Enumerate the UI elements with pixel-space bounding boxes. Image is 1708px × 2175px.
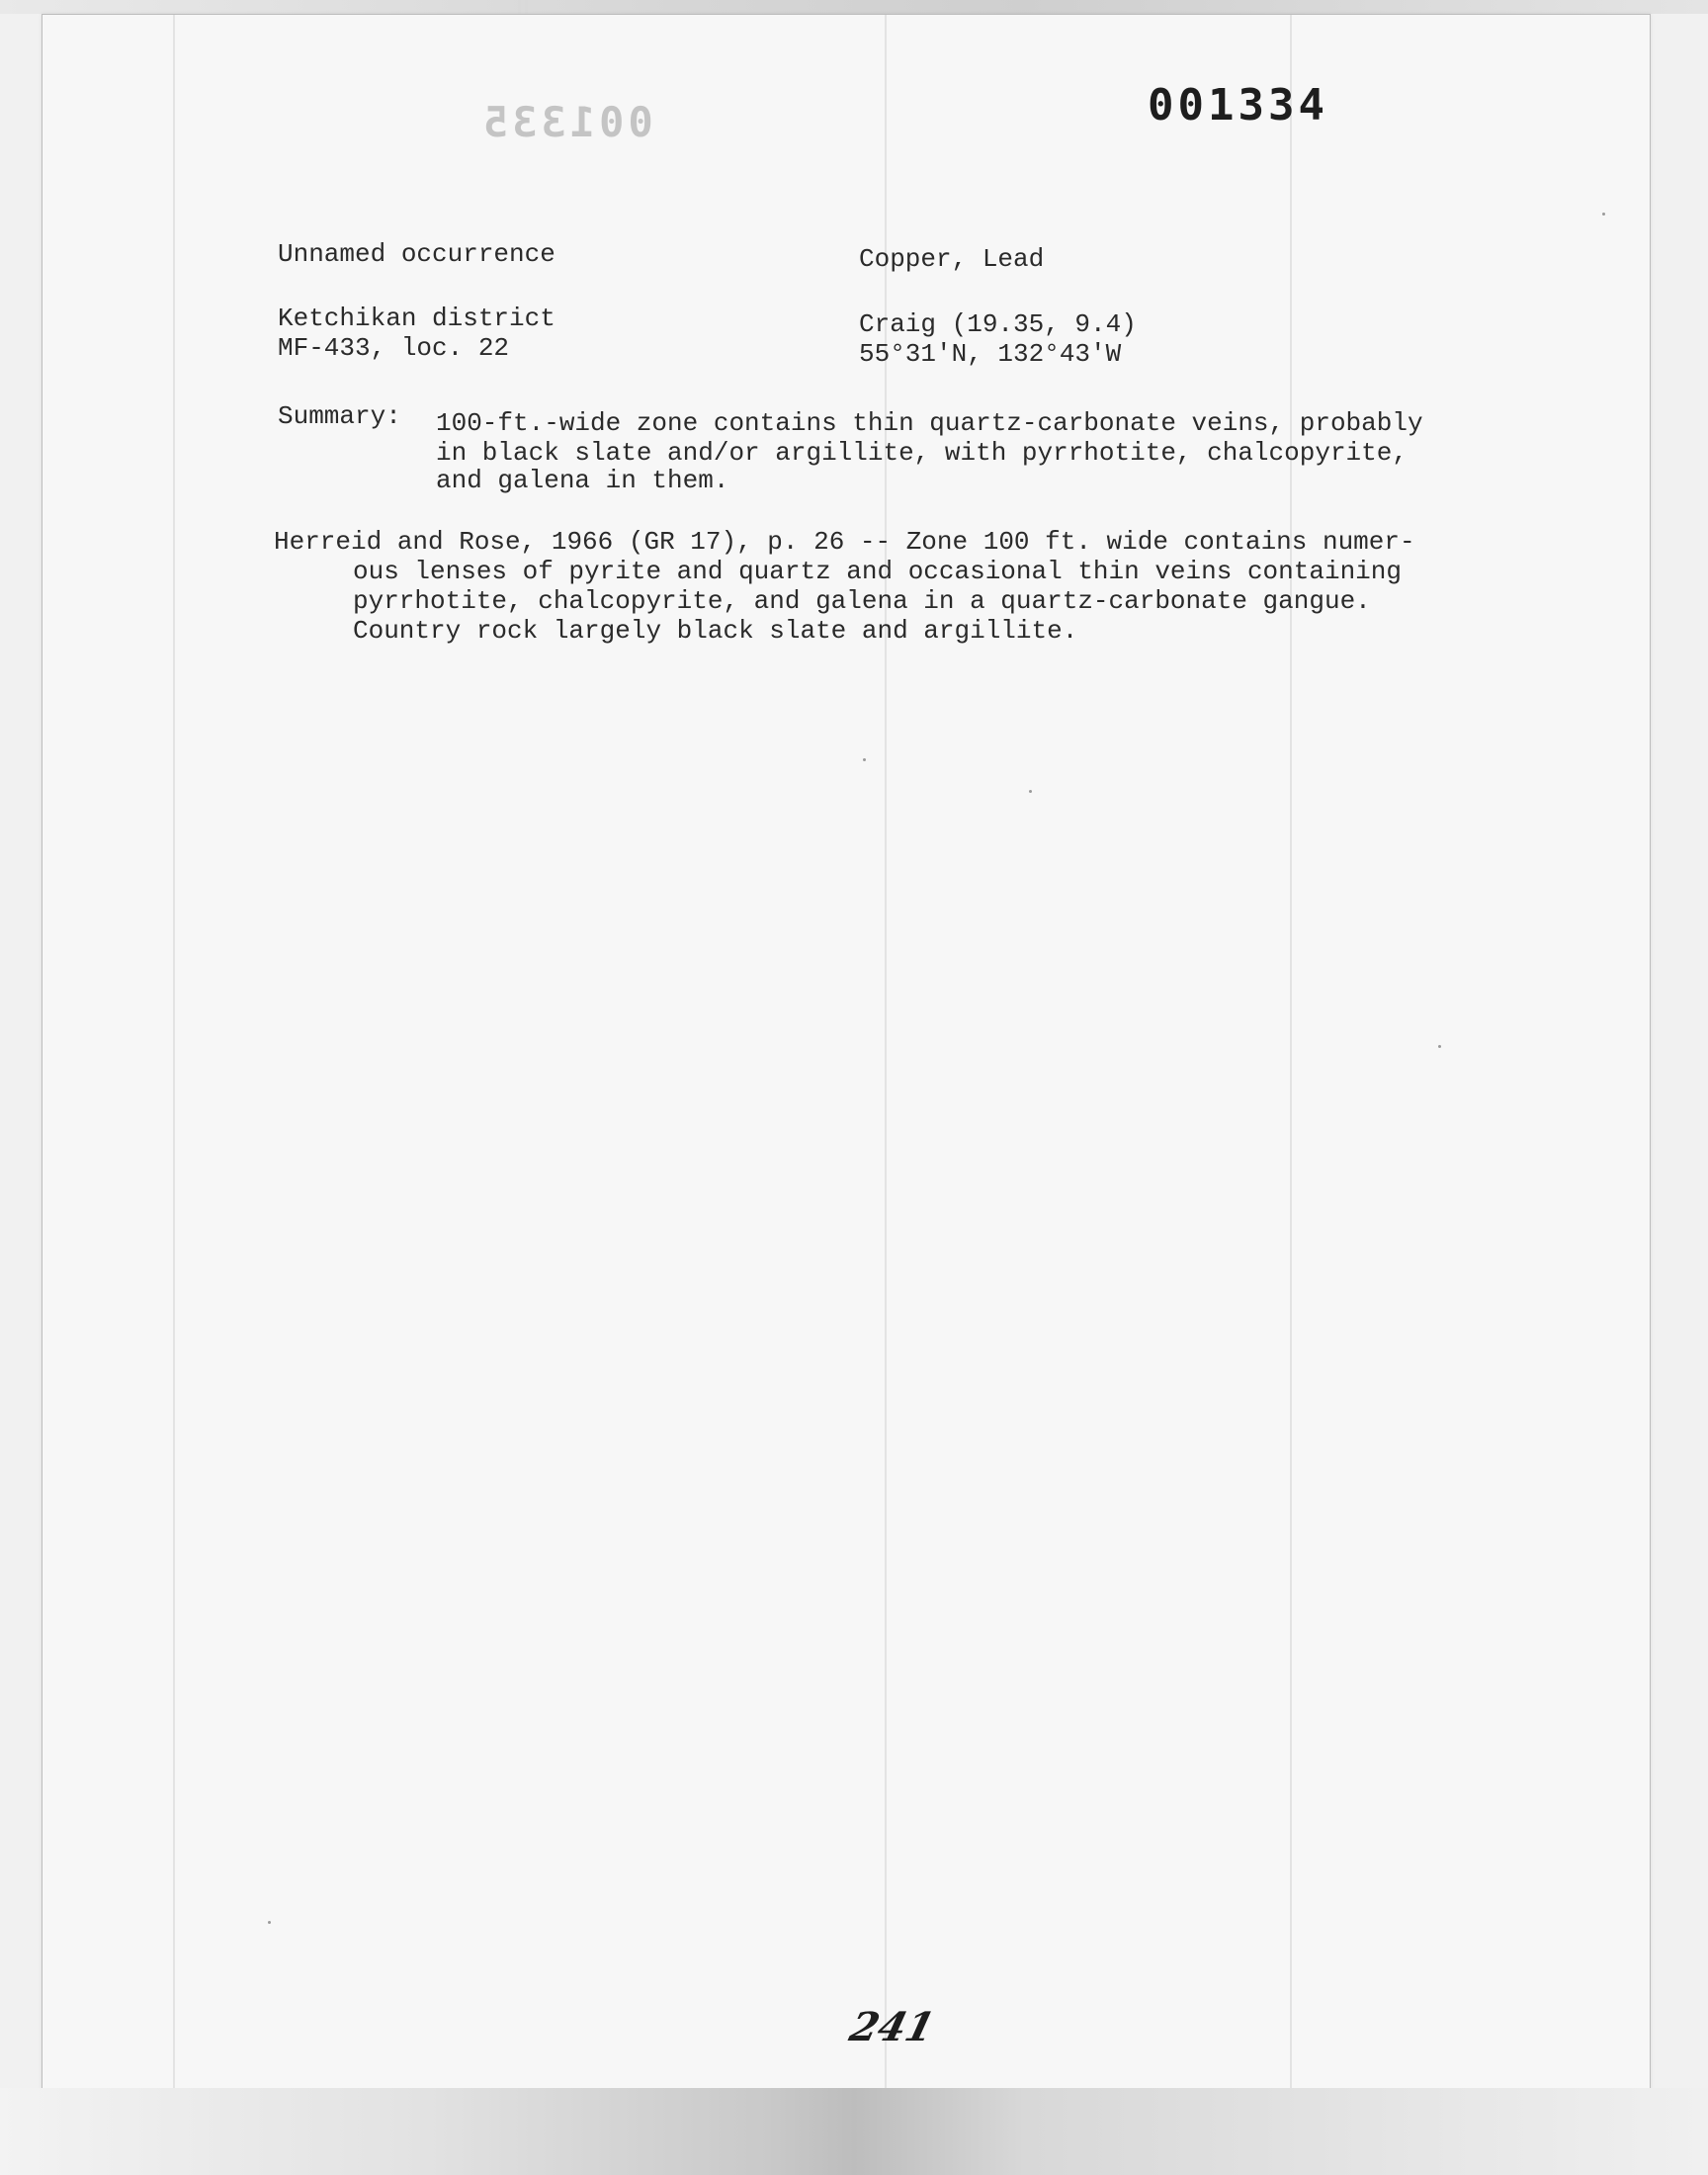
speck (863, 758, 866, 761)
scan-line (173, 15, 175, 2091)
reference-line: ous lenses of pyrite and quartz and occasional thin veins containing (353, 557, 1402, 586)
scan-edge-top (0, 0, 1708, 14)
summary-label: Summary: (278, 401, 401, 431)
scan-edge-bottom (0, 2088, 1708, 2175)
commodities: Copper, Lead (859, 244, 1045, 274)
district: Ketchikan district (278, 304, 555, 333)
summary-line: in black slate and/or argillite, with pyrrhotite, chalcopyrite, (436, 438, 1408, 468)
reference-line: Country rock largely black slate and argillite. (353, 616, 1078, 646)
speck (1029, 790, 1032, 793)
summary-line: 100-ft.-wide zone contains thin quartz-carbonate veins, probably (436, 408, 1423, 438)
bleed-through-number: 001335 (479, 98, 653, 146)
occurrence-name: Unnamed occurrence (278, 239, 555, 269)
scan-line (1290, 15, 1292, 2091)
coordinates: 55°31'N, 132°43'W (859, 339, 1122, 369)
map-reference: MF-433, loc. 22 (278, 333, 510, 363)
speck (1438, 1045, 1441, 1048)
reference-line: pyrrhotite, chalcopyrite, and galena in a quartz-carbonate gangue. (353, 586, 1371, 616)
speck (268, 1921, 271, 1924)
page-number: 241 (845, 2004, 940, 2050)
reference-line: Herreid and Rose, 1966 (GR 17), p. 26 -- Zone 100 ft. wide contains numer- (274, 527, 1415, 557)
document-page (42, 14, 1651, 2092)
speck (1602, 213, 1605, 216)
quadrangle: Craig (19.35, 9.4) (859, 309, 1137, 339)
summary-line: and galena in them. (436, 466, 729, 495)
document-number: 001334 (1148, 80, 1328, 130)
